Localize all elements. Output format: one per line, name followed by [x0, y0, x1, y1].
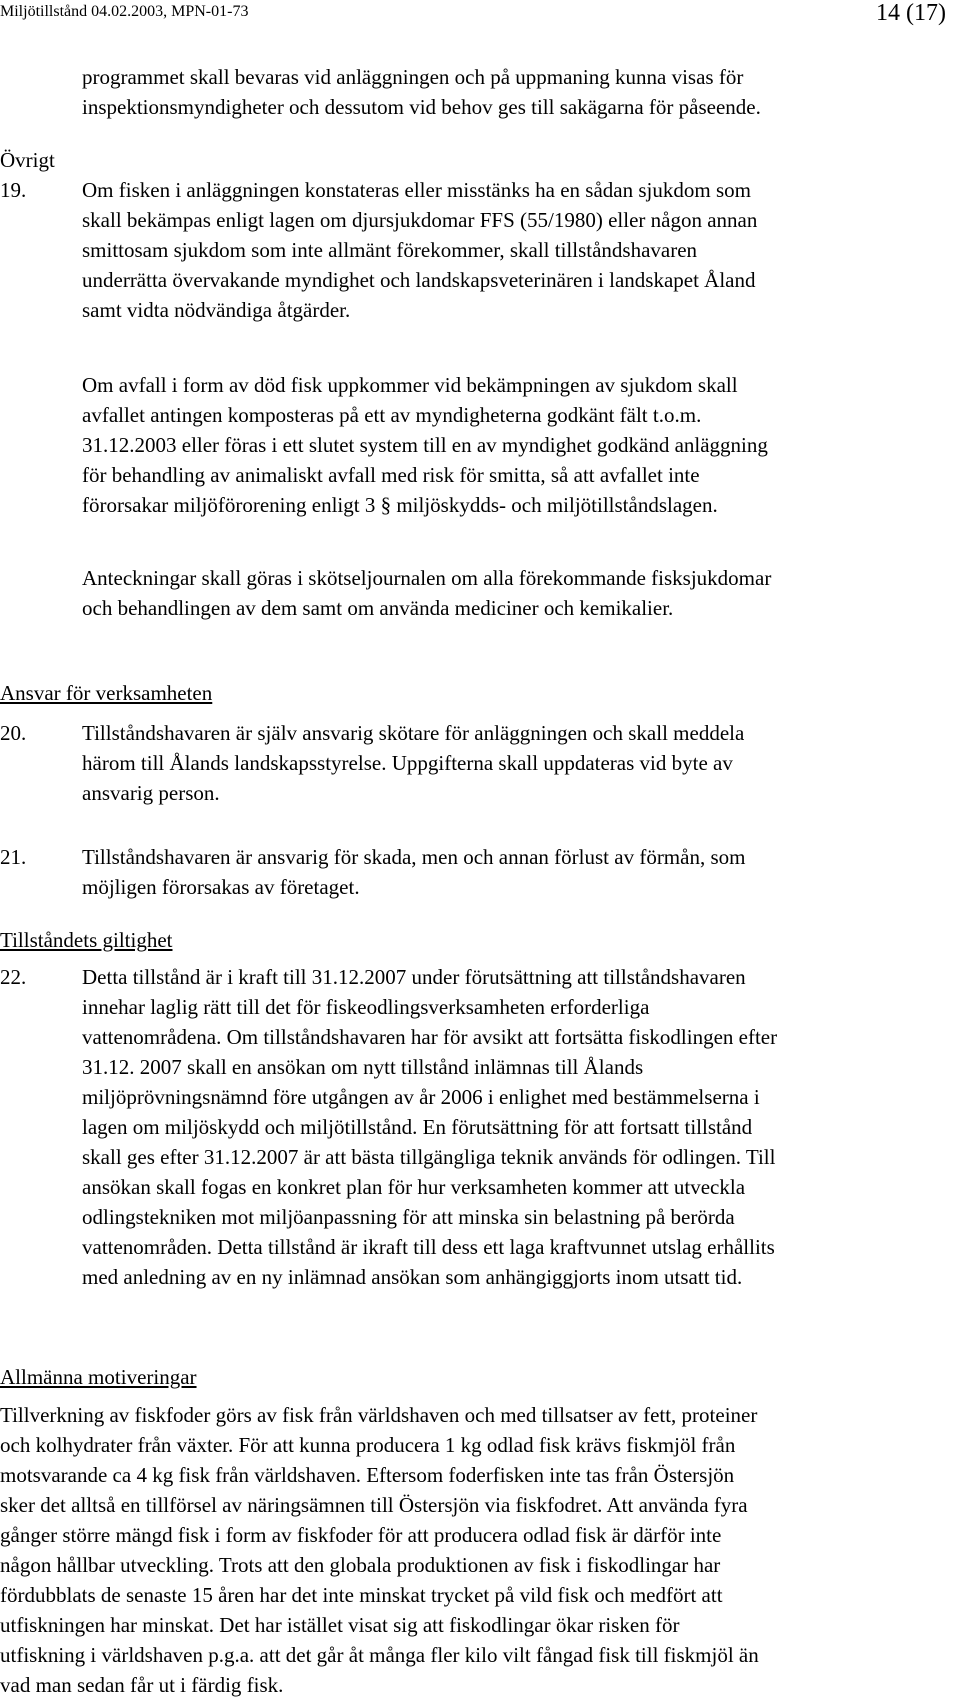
section-heading-motiveringar: Allmänna motiveringar: [0, 1365, 197, 1389]
text-line: vattenområdena. Om tillståndshavaren har för avsikt att fortsätta fiskodlingen efter: [82, 1025, 778, 1049]
text-line: Detta tillstånd är i kraft till 31.12.2007 under förutsättning att tillståndshavaren: [82, 965, 746, 989]
text-line: samt vidta nödvändiga åtgärder.: [82, 298, 351, 322]
text-line: Tillverkning av fiskfoder görs av fisk från världshaven och med tillsatser av fett, proteiner: [0, 1403, 758, 1427]
text-line: Tillståndshavaren är ansvarig för skada, men och annan förlust av förmån, som: [82, 845, 746, 869]
text-line: förorsakar miljöförorening enligt 3 § miljöskydds- och miljötillståndslagen.: [82, 493, 718, 517]
text-line: utfiskningen har minskat. Det har istället visat sig att fiskodlingar ökar risken för: [0, 1613, 680, 1637]
item-21-paragraph: [82, 842, 745, 902]
text-line: Om fisken i anläggningen konstateras eller misstänks ha en sådan sjukdom som: [82, 178, 751, 202]
text-line: 31.12. 2007 skall en ansökan om nytt tillstånd inlämnas till Ålands: [82, 1055, 644, 1079]
text-line: lagen om miljöskydd och miljötillstånd. En förutsättning för att fortsatt tillstånd: [82, 1115, 753, 1139]
item-number-20: 20.: [0, 721, 27, 745]
item-20-paragraph: [82, 718, 744, 808]
text-line: Tillståndshavaren är själv ansvarig skötare för anläggningen och skall meddela: [82, 721, 745, 745]
text-line: avfallet antingen komposteras på ett av myndigheterna godkänt fält t.o.m.: [82, 403, 702, 427]
text-line: och behandlingen av dem samt om använda mediciner och kemikalier.: [82, 596, 674, 620]
section-heading-ovrigt: Övrigt: [0, 148, 55, 172]
item-19-paragraph-2: [82, 370, 768, 520]
section-heading-ansvar: Ansvar för verksamheten: [0, 681, 213, 705]
item-number-21: 21.: [0, 845, 27, 869]
text-line: Anteckningar skall göras i skötseljournalen om alla förekommande fisksjukdomar: [82, 566, 772, 590]
text-line: motsvarande ca 4 kg fisk från världshaven. Eftersom foderfisken inte tas från Östersjön: [0, 1463, 735, 1487]
item-number-19: 19.: [0, 178, 27, 202]
text-line: för behandling av animaliskt avfall med risk för smitta, så att avfallet inte: [82, 463, 700, 487]
document-reference: Miljötillstånd 04.02.2003, MPN-01-73: [0, 3, 249, 20]
text-line: ansvarig person.: [82, 781, 220, 805]
text-line: vattenområden. Detta tillstånd är ikraft till dess ett laga kraftvunnet utslag erhållits: [82, 1235, 775, 1259]
text-line: sker det alltså en tillförsel av näringsämnen till Östersjön via fiskfodret. Att använda fyra: [0, 1493, 748, 1517]
text-line: ansökan skall fogas en konkret plan för hur verksamheten kommer att utveckla: [82, 1175, 746, 1199]
intro-line: inspektionsmyndigheter och dessutom vid behov ges till sakägarna för påseende.: [82, 95, 761, 119]
text-line: skall ges efter 31.12.2007 är att bästa tillgängliga teknik används för odlingen. Till: [82, 1145, 776, 1169]
intro-paragraph: [82, 62, 761, 122]
page-number: 14 (17): [876, 0, 946, 26]
text-line: möjligen förorsakas av företaget.: [82, 875, 360, 899]
item-22-paragraph: [82, 962, 777, 1292]
text-line: utfiskning i världshaven p.g.a. att det går åt många fler kilo vilt fångad fisk till fiskmjöl än: [0, 1643, 759, 1667]
text-line: 31.12.2003 eller föras i ett slutet system till en av myndighet godkänd anläggning: [82, 433, 768, 457]
text-line: någon hållbar utveckling. Trots att den globala produktionen av fisk i fiskodlingar har: [0, 1553, 721, 1577]
text-line: härom till Ålands landskapsstyrelse. Uppgifterna skall uppdateras vid byte av: [82, 751, 733, 775]
text-line: Om avfall i form av död fisk uppkommer vid bekämpningen av sjukdom skall: [82, 373, 738, 397]
text-line: smittosam sjukdom som inte allmänt förekommer, skall tillståndshavaren: [82, 238, 698, 262]
text-line: odlingstekniken mot miljöanpassning för att minska sin belastning på berörda: [82, 1205, 735, 1229]
text-line: gånger större mängd fisk i form av fiskfoder för att producera odlad fisk är därför inte: [0, 1523, 722, 1547]
motiveringar-paragraph: [0, 1400, 759, 1700]
text-line: innehar laglig rätt till det för fiskeodlingsverksamheten erforderliga: [82, 995, 650, 1019]
text-line: fördubblats de senaste 15 åren har det inte minskat trycket på vild fisk och medfört att: [0, 1583, 723, 1607]
item-number-22: 22.: [0, 965, 27, 989]
item-19-paragraph-3: [82, 563, 771, 623]
text-line: med anledning av en ny inlämnad ansökan som anhängiggjorts inom utsatt tid.: [82, 1265, 743, 1289]
text-line: miljöprövningsnämnd före utgången av år 2006 i enlighet med bestämmelserna i: [82, 1085, 760, 1109]
text-line: vad man sedan får ut i färdig fisk.: [0, 1673, 284, 1697]
section-heading-giltighet: Tillståndets giltighet: [0, 928, 173, 952]
text-line: skall bekämpas enligt lagen om djursjukdomar FFS (55/1980) eller någon annan: [82, 208, 758, 232]
text-line: underrätta övervakande myndighet och landskapsveterinären i landskapet Åland: [82, 268, 756, 292]
text-line: och kolhydrater från växter. För att kunna producera 1 kg odlad fisk krävs fiskmjöl från: [0, 1433, 736, 1457]
item-19-paragraph-1: [82, 175, 757, 325]
intro-line: programmet skall bevaras vid anläggningen och på uppmaning kunna visas för: [82, 65, 744, 89]
